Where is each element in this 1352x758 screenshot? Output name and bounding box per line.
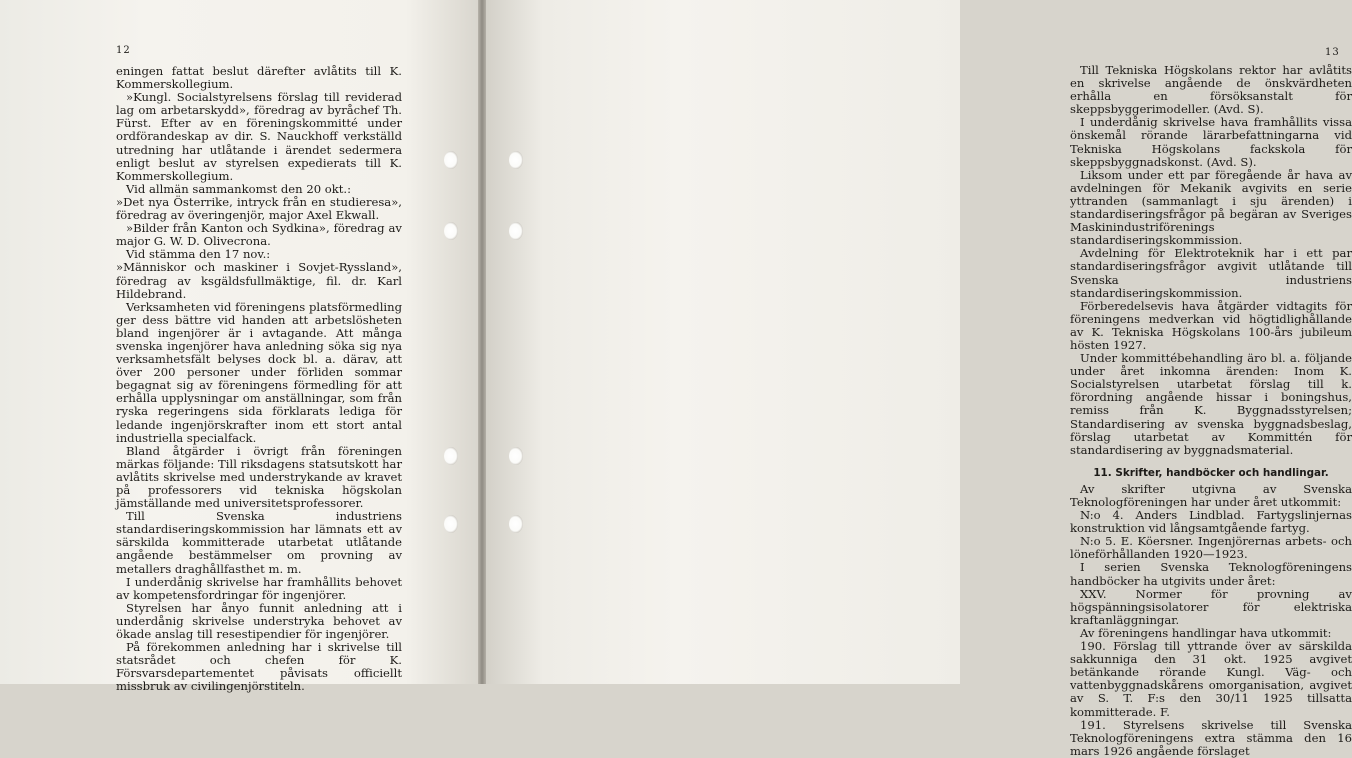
binder-hole-right [509, 515, 523, 533]
binder-hole-right [509, 447, 523, 465]
binder-hole-right [509, 222, 523, 240]
paragraph: I underdånig skrivelse hava framhållits vissa önskemål rörande lärarbefattningarna vid Tekniska Högskolans fackskola för skeppsbyggnadskonst. (Avd. S). [1070, 115, 1352, 169]
paragraph: Vid stämma den 17 nov.: [126, 247, 271, 262]
paragraph: Förberedelsevis hava åtgärder vidtagits för föreningens medverkan vid högtidlighållande av K. Tekniska Högskolans 100-års jubileum hösten 1927. [1070, 298, 1352, 352]
paragraph: Liksom under ett par föregående år hava av avdelningen för Mekanik avgivits en serie yttranden (sammanlagt i sju ärenden) i standardiseringsfrågor på begäran av Sveriges Maskinindustriförenings standardiseringskommission. [1070, 167, 1352, 248]
left-page-text [116, 65, 402, 694]
paragraph: N:o 4. Anders Lindblad. Fartygslinjernas konstruktion vid långsamtgående fartyg. [1070, 508, 1352, 536]
right-page [486, 0, 1352, 758]
paragraph: N:o 5. E. Köersner. Ingenjörernas arbets- och löneförhållanden 1920—1923. [1070, 534, 1352, 562]
book-gutter [478, 0, 486, 684]
left-page-number: 12 [116, 45, 131, 56]
left-page [0, 0, 478, 694]
paragraph: »Människor och maskiner i Sovjet-Ryssland», föredrag av ksgäldsfullmäktige, fil. dr. Karl Hildebrand. [116, 260, 402, 301]
paragraph: 191. Styrelsens skrivelse till Svenska Teknologföreningens extra stämma den 16 mars 1926 angående förslaget [1070, 717, 1352, 758]
paragraph: Av skrifter utgivna av Svenska Teknologföreningen har under året utkommit: [1070, 481, 1352, 509]
right-page-text [1070, 64, 1352, 758]
paragraph: Avdelning för Elektroteknik har i ett par standardiseringsfrågor avgivit utlåtande till Svenska industriens standardiseringskommission. [1070, 246, 1352, 300]
paragraph: »Kungl. Socialstyrelsens förslag till reviderad lag om arbetarskydd», föredrag av byråchef Th. Fürst. Efter av en föreningskommitté under ordförandeskap av dir. S. Nauckhoff verkställd utredning har utlåtande i ärendet sedermera enligt beslut av styrelsen expedierats till K. Kommerskollegium. [116, 90, 402, 183]
paragraph: Verksamheten vid föreningens platsförmedling ger dess bättre vid handen att arbetslösheten bland ingenjörer är i avtagande. Att många svenska ingenjörer hava anledning söka sig nya verksamhetsfält belyses dock bl. a. därav, att över 200 personer under förliden sommar begagnat sig av föreningens förmedling för att erhålla upplysningar om anställningar, som från ryska regeringens sida förklarats lediga för ledande ingenjörskrafter inom ett stort antal industriella specialfack. [116, 299, 402, 445]
paragraph: Bland åtgärder i övrigt från föreningen märkas följande: Till riksdagens statsutskott har avlåtits skrivelse med understrykande av kravet på professorers vid tekniska högskolan jämställande med universitetsprofessorer. [116, 443, 402, 511]
right-page-number: 13 [1325, 47, 1340, 58]
paragraph: »Bilder från Kanton och Sydkina», föredrag av major G. W. D. Olivecrona. [116, 221, 402, 249]
binder-hole-left [444, 222, 458, 240]
paragraph: 190. Förslag till yttrande över av särskilda sakkunniga den 31 okt. 1925 avgivet betänkande rörande Kungl. Väg- och vattenbyggnadskårens omorganisation, avgivet av S. T. F:s den 30/11 1925 tillsatta kommitterade. F. [1070, 639, 1352, 719]
binder-hole-left [444, 515, 458, 533]
paragraph: Under kommittébehandling äro bl. a. följande under året inkomna ärenden: Inom K. Socialstyrelsen utarbetat förslag till k. förordning angående hissar i boningshus, remiss från K. Byggnadsstyrelsen; Standardisering av svenska byggnadsbeslag, förslag utarbetat av Kommittén för standardisering av byggnadsmaterial. [1070, 351, 1352, 457]
paragraph: Till Tekniska Högskolans rektor har avlåtits en skrivelse angående de önskvärdheten erhålla en försöksanstalt för skeppsbyggerimodeller. (Avd. S). [1070, 63, 1352, 117]
binder-hole-left [444, 151, 458, 169]
paragraph: Vid allmän sammankomst den 20 okt.: [126, 181, 352, 196]
paragraph: »Det nya Österrike, intryck från en studieresa», föredrag av överingenjör, major Axel Ekwall. [116, 194, 402, 223]
paragraph: XXV. Normer för provning av högspänningsisolatorer för elektriska kraftanläggningar. [1070, 586, 1352, 627]
binder-hole-left [444, 447, 458, 465]
binder-hole-right [509, 151, 523, 169]
paragraph: På förekommen anledning har i skrivelse till statsrådet och chefen för K. Försvarsdepartementet påvisats officiellt missbruk av civilingenjörstiteln. [116, 640, 402, 694]
paragraph: Styrelsen har ånyo funnit anledning att i underdånig skrivelse understryka behovet av ökade anslag till resestipendier för ingenjörer. [116, 600, 402, 642]
paragraph: Till Svenska industriens standardiseringskommission har lämnats ett av särskilda kommitterade utarbetat utlåtande angående bestämmelser om provning av metallers draghållfasthet m. m. [116, 509, 402, 576]
paragraph: Av föreningens handlingar hava utkommit: [1080, 625, 1332, 640]
paragraph: eningen fattat beslut därefter avlåtits till K. Kommerskollegium. [116, 64, 402, 92]
paragraph: I serien Svenska Teknologföreningens handböcker ha utgivits under året: [1070, 560, 1352, 588]
section-heading: 11. Skrifter, handböcker och handlingar. [1093, 466, 1329, 479]
paragraph: I underdånig skrivelse har framhållits behovet av kompetensfordringar för ingenjörer. [116, 574, 402, 602]
